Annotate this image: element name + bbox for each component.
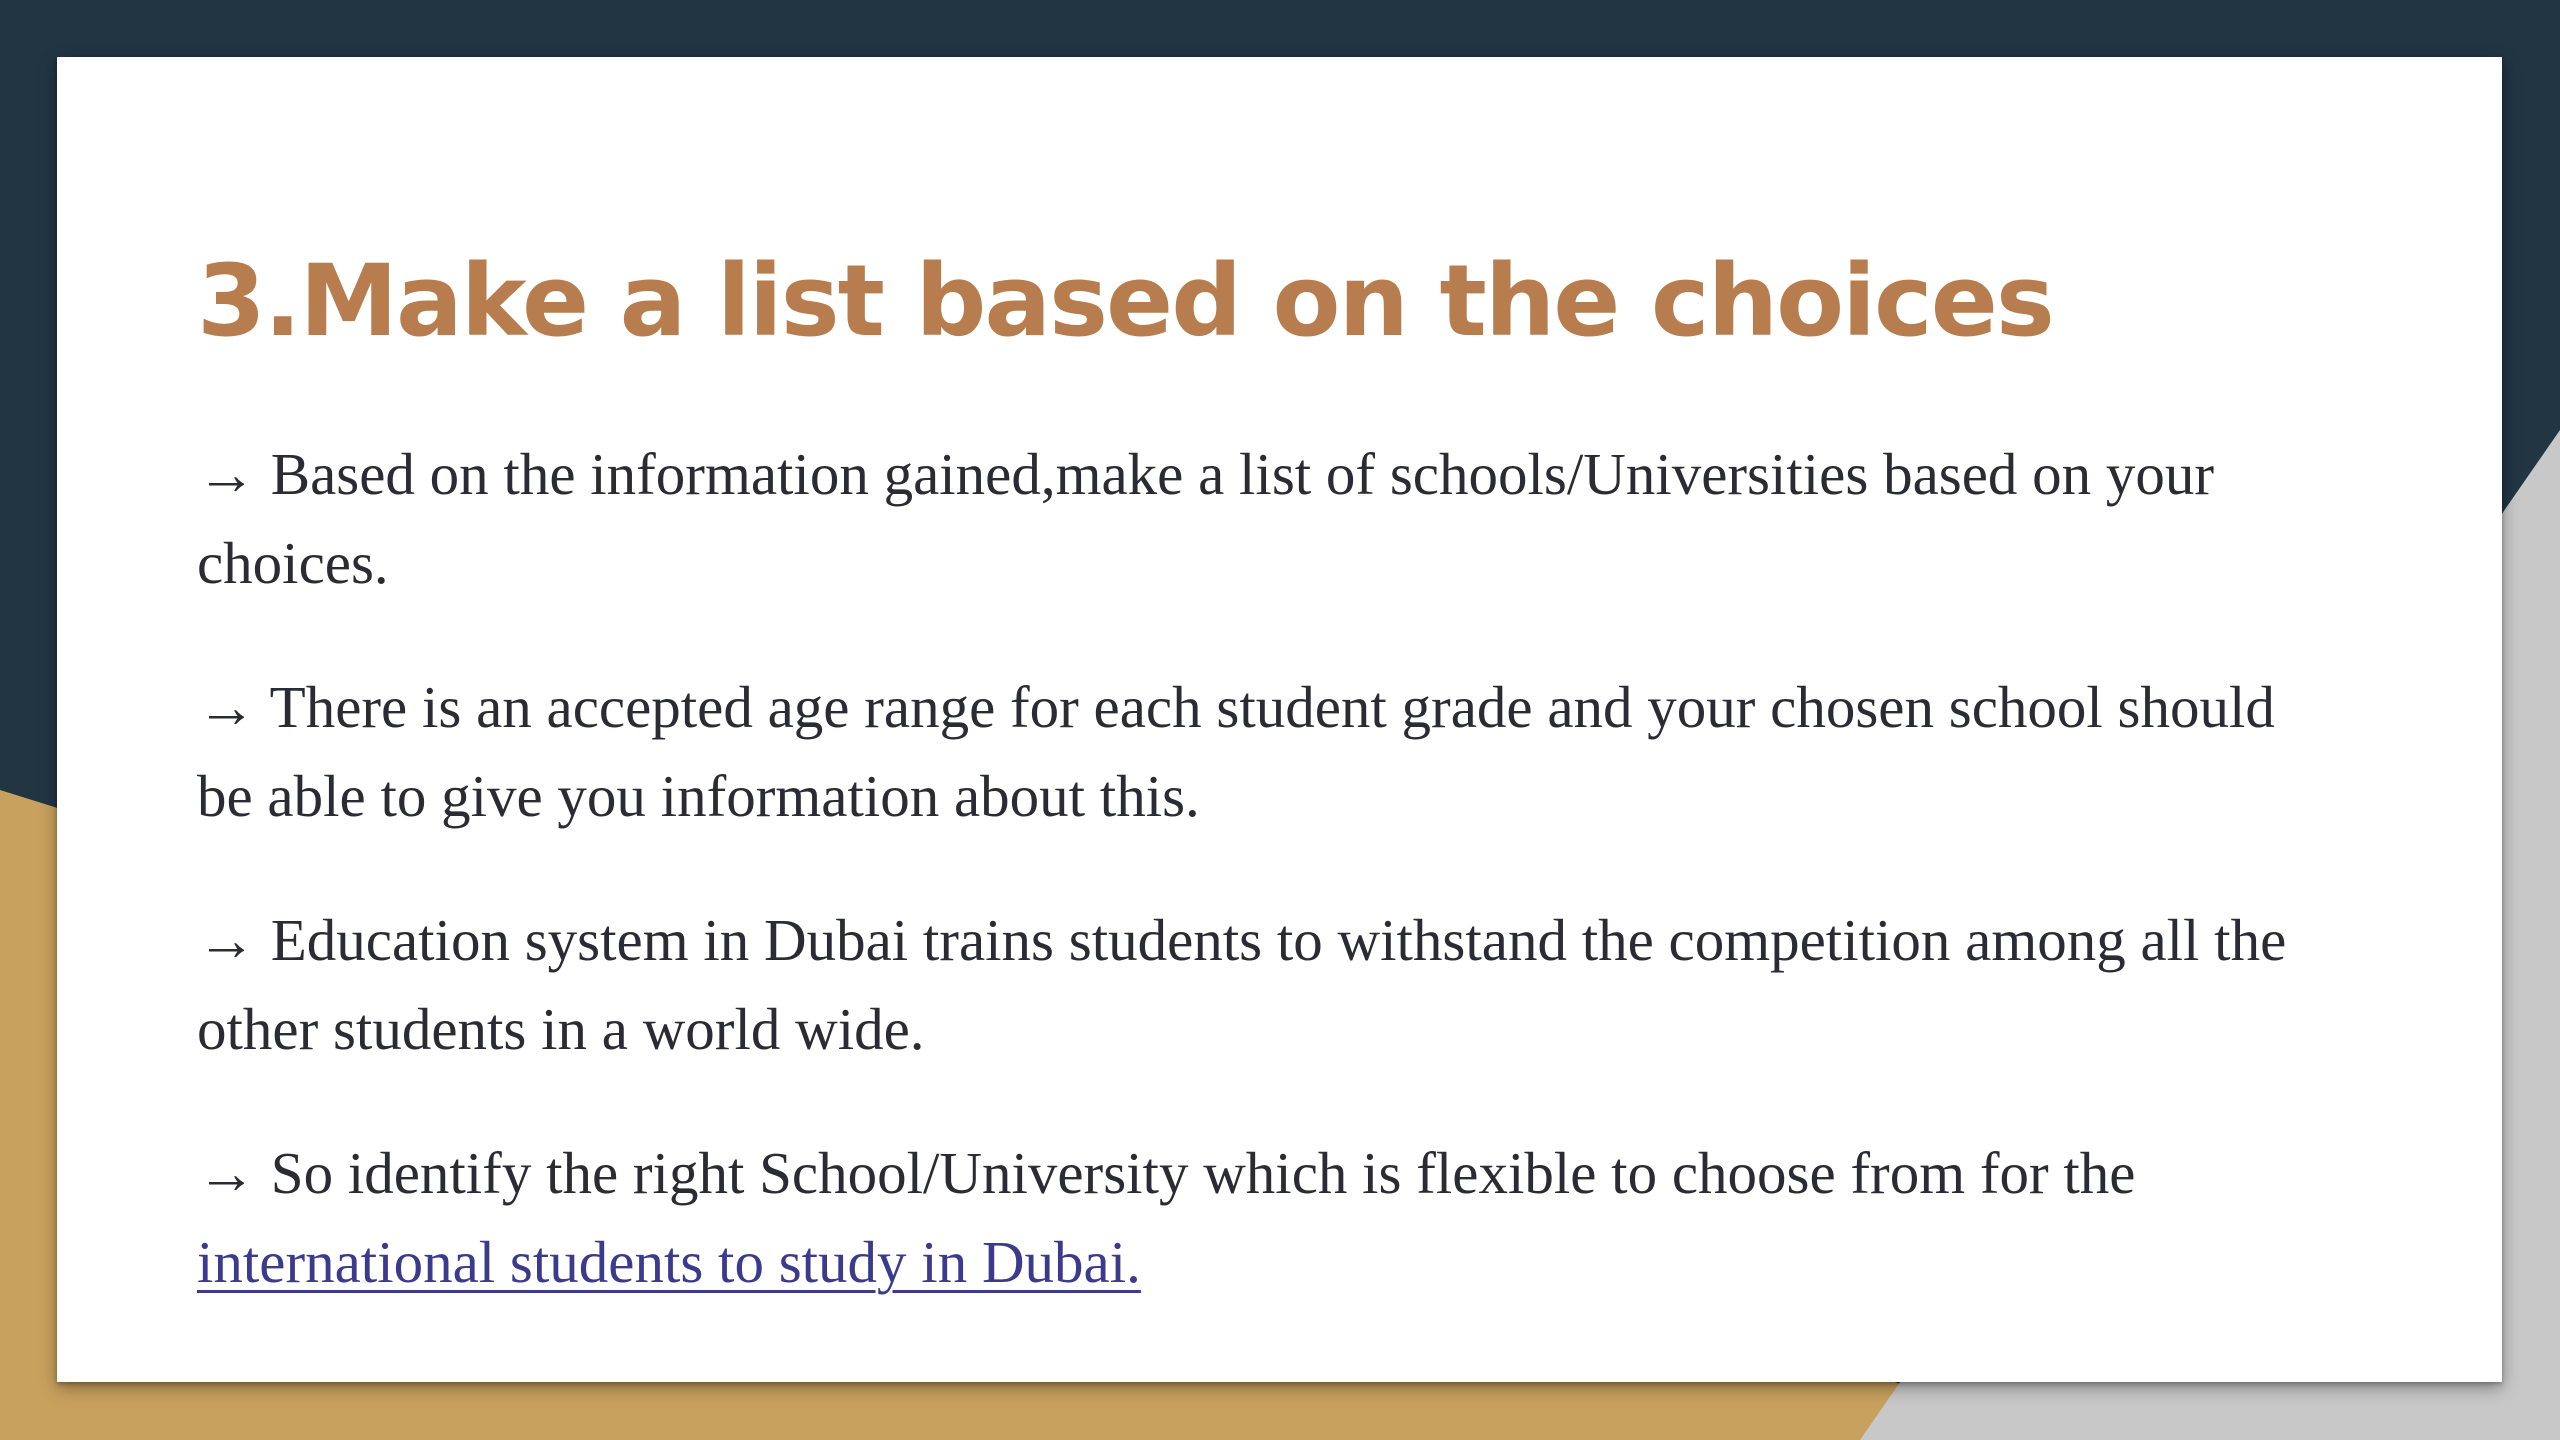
arrow-right-icon: →: [197, 907, 256, 973]
bullet-item: [197, 430, 2297, 608]
bullet-text: Education system in Dubai trains students to withstand the competition among all the other students in a world wide.: [197, 907, 2287, 1062]
bullet-list: [197, 430, 2297, 1362]
slide-title: 3.Make a list based on the choices: [197, 244, 2053, 359]
bullet-text: So identify the right School/University which is flexible to choose from for the: [256, 1140, 2136, 1206]
bullet-text: There is an accepted age range for each student grade and your chosen school should be able to give you information about this.: [197, 674, 2275, 829]
bullet-item: [197, 896, 2297, 1074]
bullet-text: Based on the information gained,make a list of schools/Universities based on your choices.: [197, 441, 2215, 596]
arrow-right-icon: →: [197, 1140, 256, 1206]
study-in-dubai-link[interactable]: international students to study in Dubai.: [197, 1229, 1141, 1295]
bullet-item: [197, 1129, 2297, 1307]
bullet-item: [197, 663, 2297, 841]
arrow-right-icon: →: [197, 674, 256, 740]
arrow-right-icon: →: [197, 441, 256, 507]
